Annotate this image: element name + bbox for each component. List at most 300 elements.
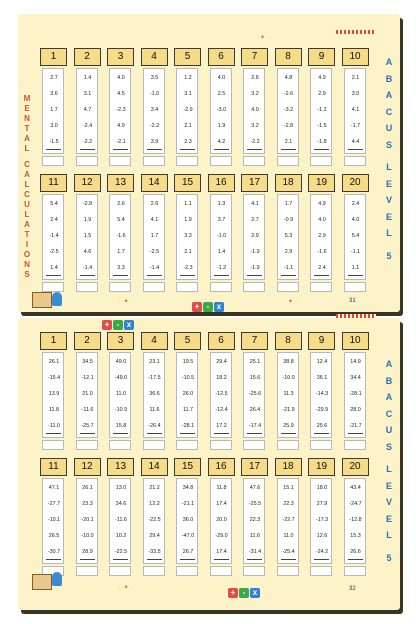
number-strip	[76, 194, 98, 280]
operand-value: 4.0	[318, 217, 326, 223]
operand-value: -1.4	[49, 233, 59, 239]
operand-value: 15.1	[283, 485, 294, 491]
sum-line	[46, 275, 61, 276]
operand-value: -22.5	[148, 517, 161, 523]
operand-value: 1.4	[217, 249, 226, 255]
operand-value: -31.4	[248, 549, 262, 555]
operand-value: -20.1	[81, 517, 94, 523]
side-title-letter: L	[386, 162, 392, 172]
answer-box[interactable]	[76, 156, 98, 166]
side-title-letter: T	[24, 230, 30, 239]
answer-box[interactable]	[344, 566, 366, 576]
sum-line	[147, 149, 162, 150]
sum-line	[214, 149, 229, 150]
side-title-letter: S	[24, 270, 30, 279]
operand-value: 2.4	[318, 265, 326, 271]
question-number: 10	[342, 332, 369, 350]
side-title-letter: L	[386, 530, 392, 540]
decorative-ruler	[336, 30, 376, 34]
answer-box[interactable]	[277, 156, 299, 166]
question-number: 19	[308, 174, 335, 192]
question-row	[40, 48, 374, 176]
decorative-dots: · ✦ ·	[118, 299, 136, 305]
answer-box[interactable]	[143, 440, 165, 450]
operand-value: 27.9	[316, 501, 328, 507]
question-number: 11	[40, 458, 67, 476]
number-strip	[344, 68, 366, 154]
operand-value: 3.0	[50, 123, 58, 129]
answer-box[interactable]	[243, 440, 265, 450]
side-title-right	[378, 356, 400, 566]
operand-value: 1.7	[50, 107, 58, 113]
answer-box[interactable]	[42, 156, 64, 166]
question-number: 1	[40, 332, 67, 350]
question-number: 17	[241, 174, 268, 192]
operand-value: 25.1	[249, 359, 261, 365]
answer-box[interactable]	[277, 440, 299, 450]
side-title-letter: C	[385, 106, 393, 117]
operand-value: -2.1	[116, 139, 126, 145]
answer-box[interactable]	[109, 566, 131, 576]
question-column	[241, 48, 268, 175]
multiply-icon: x	[214, 302, 224, 312]
question-number: 15	[174, 174, 201, 192]
number-strip	[76, 68, 98, 154]
operand-value: -1.5	[49, 139, 59, 145]
worksheet-page-32	[18, 318, 400, 610]
number-strip	[310, 478, 332, 564]
side-title-letter: C	[24, 190, 30, 199]
operand-value: -0.9	[283, 217, 294, 223]
operand-value: 11.7	[182, 407, 194, 413]
operand-value: 11.8	[216, 485, 227, 491]
number-strip	[143, 194, 165, 280]
operand-value: 49.0	[115, 359, 127, 365]
number-strip	[143, 68, 165, 154]
side-title-left	[18, 94, 36, 280]
operand-value: 21.2	[149, 485, 160, 491]
operand-value: 2.6	[117, 201, 125, 207]
question-column	[141, 174, 168, 301]
side-title-letter: V	[385, 497, 392, 507]
question-row	[40, 458, 374, 586]
answer-box[interactable]	[344, 156, 366, 166]
operand-value: -33.5	[148, 549, 161, 555]
question-column	[174, 458, 201, 585]
question-column	[74, 332, 101, 459]
operand-value: 36.1	[316, 375, 328, 381]
plus-icon: +	[102, 320, 112, 330]
operand-value: -17.4	[248, 423, 262, 429]
sum-line	[113, 149, 128, 150]
operand-value: 13.9	[48, 391, 60, 397]
question-column	[275, 174, 302, 301]
operand-value: -1.6	[116, 233, 126, 239]
question-row	[40, 332, 374, 460]
operand-value: -2.4	[82, 123, 93, 129]
operand-value: 17.4	[216, 549, 227, 555]
question-number: 8	[275, 48, 302, 66]
operand-value: -24.7	[349, 501, 362, 507]
side-title-letter: L	[24, 180, 30, 189]
side-title-letter: U	[385, 123, 393, 133]
operand-value: 3.7	[217, 217, 226, 223]
answer-box[interactable]	[277, 566, 299, 576]
answer-box[interactable]	[76, 440, 98, 450]
operand-value: 3.3	[184, 233, 192, 239]
operand-value: 38.8	[283, 359, 294, 365]
plus-icon: +	[228, 588, 238, 598]
decorative-dots: ✦ ·	[288, 299, 300, 305]
operand-value: 26.1	[82, 485, 93, 491]
number-strip	[76, 352, 98, 438]
sum-line	[348, 149, 363, 150]
minus-icon: -	[113, 320, 123, 330]
answer-box[interactable]	[42, 440, 64, 450]
page-number: 31	[349, 298, 356, 304]
operand-value: 1.5	[83, 233, 92, 239]
sum-line	[180, 559, 195, 560]
operand-value: 5.4	[351, 233, 360, 239]
question-number: 1	[40, 48, 67, 66]
answer-box[interactable]	[310, 566, 332, 576]
multiply-icon: x	[124, 320, 134, 330]
sum-line	[314, 433, 329, 434]
side-title-letter: A	[385, 90, 393, 100]
operand-value: 26.6	[350, 549, 361, 555]
question-number: 8	[275, 332, 302, 350]
number-strip	[176, 194, 198, 280]
decorative-dots: ✦ ·	[260, 35, 272, 41]
question-number: 2	[74, 48, 101, 66]
minus-icon: -	[239, 588, 249, 598]
answer-box[interactable]	[176, 282, 198, 292]
question-column	[141, 332, 168, 459]
question-number: 7	[241, 332, 268, 350]
operand-value: 2.1	[184, 249, 192, 255]
question-column	[107, 332, 134, 459]
operand-value: 34.5	[82, 359, 93, 365]
operand-value: -25.4	[282, 549, 295, 555]
sum-line	[147, 433, 162, 434]
sum-line	[113, 559, 128, 560]
operand-value: 2.5	[217, 91, 226, 97]
operand-value: 2.9	[284, 249, 293, 255]
operand-value: -28.1	[181, 423, 195, 429]
operand-value: 1.9	[217, 123, 226, 129]
number-strip	[176, 478, 198, 564]
question-column	[275, 48, 302, 175]
side-title-letter: S	[385, 441, 392, 452]
operand-value: -10.9	[114, 407, 128, 413]
operand-value: 26.1	[48, 359, 60, 365]
question-row	[40, 174, 374, 302]
operand-value: 1.3	[217, 201, 226, 207]
operand-value: -1.0	[216, 233, 227, 239]
operand-value: 22.3	[283, 501, 294, 507]
side-title-letter: L	[386, 464, 392, 474]
answer-box[interactable]	[176, 156, 198, 166]
operand-value: -1.1	[283, 265, 294, 271]
operand-value: -12.4	[215, 407, 228, 413]
side-title-letter: C	[385, 408, 393, 419]
sum-line	[247, 149, 262, 150]
operand-value: 47.1	[48, 485, 60, 491]
side-title-letter: T	[24, 124, 30, 133]
answer-box[interactable]	[243, 566, 265, 576]
operand-value: -25.5	[248, 501, 262, 507]
answer-box[interactable]	[210, 282, 232, 292]
operand-value: 10.2	[115, 533, 127, 539]
operand-value: 1.1	[351, 265, 360, 271]
minus-icon: -	[203, 302, 213, 312]
question-column	[174, 48, 201, 175]
operand-value: 17.4	[216, 501, 227, 507]
side-title-letter: E	[385, 513, 392, 524]
operand-value: 3.2	[251, 123, 259, 129]
operand-value: -28.1	[349, 391, 362, 397]
answer-box[interactable]	[76, 282, 98, 292]
operand-value: 4.0	[351, 217, 360, 223]
operand-value: 11.0	[115, 391, 127, 397]
number-strip	[277, 478, 299, 564]
side-title-letter: N	[24, 260, 30, 269]
operand-value: 4.9	[117, 123, 125, 129]
answer-box[interactable]	[109, 156, 131, 166]
operand-value: 5.3	[284, 233, 293, 239]
answer-box[interactable]	[310, 282, 332, 292]
operand-value: 36.0	[182, 517, 194, 523]
operand-value: -1.4	[82, 265, 93, 271]
operand-value: 4.0	[117, 75, 125, 81]
question-number: 9	[308, 48, 335, 66]
operand-value: 43.4	[350, 485, 361, 491]
answer-box[interactable]	[143, 282, 165, 292]
operand-value: -1.4	[149, 265, 160, 271]
question-column	[342, 48, 369, 175]
operand-value: 1.9	[83, 217, 92, 223]
side-title-letter: A	[385, 392, 393, 402]
operand-value: 3.1	[184, 91, 192, 97]
page-number: 32	[349, 586, 356, 592]
question-column	[107, 174, 134, 301]
operand-value: -10.0	[282, 375, 295, 381]
question-column	[208, 458, 235, 585]
question-column	[308, 174, 335, 301]
question-number: 3	[107, 48, 134, 66]
question-number: 4	[141, 48, 168, 66]
answer-box[interactable]	[310, 156, 332, 166]
sum-line	[180, 275, 195, 276]
sum-line	[147, 275, 162, 276]
operand-value: -2.8	[283, 123, 294, 129]
operand-value: 1.7	[117, 249, 125, 255]
operand-value: -2.2	[149, 123, 160, 129]
number-strip	[42, 352, 64, 438]
question-column	[141, 458, 168, 585]
operand-value: -1.5	[317, 123, 327, 129]
sum-line	[314, 149, 329, 150]
operand-value: 3.6	[50, 91, 58, 97]
question-column	[40, 174, 67, 301]
sum-line	[214, 275, 229, 276]
question-number: 14	[141, 174, 168, 192]
answer-box[interactable]	[344, 440, 366, 450]
answer-box[interactable]	[277, 282, 299, 292]
number-strip	[344, 194, 366, 280]
sum-line	[214, 433, 229, 434]
question-column	[40, 458, 67, 585]
answer-box[interactable]	[243, 156, 265, 166]
operand-value: 18.0	[316, 485, 328, 491]
operand-value: 2.9	[318, 233, 326, 239]
answer-box[interactable]	[42, 282, 64, 292]
sum-line	[180, 433, 195, 434]
question-number: 13	[107, 458, 134, 476]
operand-value: 2.4	[50, 217, 58, 223]
number-strip	[243, 352, 265, 438]
answer-box[interactable]	[210, 566, 232, 576]
operand-value: 3.9	[150, 139, 159, 145]
operand-value: -21.9	[282, 407, 295, 413]
operand-value: 14.9	[350, 359, 361, 365]
question-column	[74, 174, 101, 301]
answer-box[interactable]	[210, 156, 232, 166]
operand-value: 25.6	[316, 423, 328, 429]
question-number: 18	[275, 458, 302, 476]
answer-box[interactable]	[76, 566, 98, 576]
answer-box[interactable]	[143, 566, 165, 576]
question-number: 19	[308, 458, 335, 476]
sum-line	[247, 559, 262, 560]
question-number: 10	[342, 48, 369, 66]
sum-line	[214, 559, 229, 560]
operand-value: 3.3	[117, 265, 125, 271]
question-column	[107, 48, 134, 175]
side-title-letter: A	[385, 359, 393, 369]
operand-value: 15.6	[249, 375, 261, 381]
sum-line	[348, 275, 363, 276]
operand-value: 4.8	[284, 75, 293, 81]
question-number: 3	[107, 332, 134, 350]
operand-value: 4.1	[150, 217, 159, 223]
operand-value: 26.0	[182, 391, 194, 397]
operand-value: 26.7	[182, 549, 194, 555]
question-column	[342, 458, 369, 585]
operand-value: -1.8	[317, 139, 327, 145]
side-title-letter: V	[385, 195, 392, 205]
operand-value: 12.4	[316, 359, 328, 365]
operand-value: -21.7	[349, 423, 362, 429]
answer-box[interactable]	[109, 282, 131, 292]
operand-value: 23.3	[82, 501, 93, 507]
answer-box[interactable]	[310, 440, 332, 450]
operand-value: 22.3	[249, 517, 261, 523]
number-strip	[310, 68, 332, 154]
side-title-letter: N	[24, 114, 30, 123]
side-title-letter: C	[24, 160, 30, 169]
operand-value: 2.1	[351, 75, 360, 81]
side-title-letter: E	[385, 178, 392, 189]
question-number: 13	[107, 174, 134, 192]
operand-value: 29.4	[149, 533, 160, 539]
operand-value: -12.1	[81, 375, 94, 381]
multiply-icon: x	[250, 588, 260, 598]
answer-box[interactable]	[176, 566, 198, 576]
sum-line	[46, 149, 61, 150]
operand-value: 15.8	[115, 423, 127, 429]
answer-box[interactable]	[344, 282, 366, 292]
child-illustration	[52, 572, 62, 586]
question-number: 15	[174, 458, 201, 476]
question-number: 4	[141, 332, 168, 350]
operand-value: 4.0	[251, 107, 259, 113]
math-operators-logo	[102, 314, 136, 329]
operand-value: -2.5	[49, 249, 59, 255]
number-strip	[210, 68, 232, 154]
question-column	[241, 458, 268, 585]
operand-value: -29.9	[315, 407, 329, 413]
side-title-letter: O	[23, 250, 31, 259]
operand-value: -2.2	[250, 139, 260, 145]
operand-value: 3.4	[150, 107, 159, 113]
number-strip	[109, 478, 131, 564]
sum-line	[348, 559, 363, 560]
plus-icon: +	[192, 302, 202, 312]
worksheet-page-31	[18, 14, 400, 312]
operand-value: -1.7	[350, 123, 361, 129]
answer-box[interactable]	[176, 440, 198, 450]
answer-box[interactable]	[210, 440, 232, 450]
question-column	[40, 48, 67, 175]
question-column	[308, 458, 335, 585]
operand-value: 4.2	[217, 139, 226, 145]
operand-value: 24.6	[115, 501, 127, 507]
operand-value: 4.9	[318, 201, 326, 207]
sum-line	[281, 149, 296, 150]
side-title-letter: A	[24, 220, 30, 229]
sum-line	[80, 149, 95, 150]
operand-value: -17.5	[148, 375, 161, 381]
answer-box[interactable]	[143, 156, 165, 166]
number-strip	[176, 352, 198, 438]
number-strip	[210, 352, 232, 438]
operand-value: 34.8	[182, 485, 194, 491]
operand-value: -12.8	[349, 517, 362, 523]
operand-value: -30.7	[47, 549, 61, 555]
operand-value: 4.6	[83, 249, 92, 255]
question-column	[275, 332, 302, 459]
operand-value: 11.8	[48, 407, 60, 413]
side-title-right	[378, 54, 400, 264]
question-column	[241, 332, 268, 459]
answer-box[interactable]	[109, 440, 131, 450]
operand-value: -22.5	[114, 549, 128, 555]
operand-value: 1.2	[184, 75, 192, 81]
question-column	[342, 174, 369, 301]
question-number: 11	[40, 174, 67, 192]
side-title-letter: 5	[386, 250, 392, 261]
operand-value: 1.4	[50, 265, 58, 271]
operand-value: 4.1	[351, 107, 360, 113]
number-strip	[76, 478, 98, 564]
side-title-letter: A	[24, 170, 30, 179]
operand-value: -12.5	[215, 391, 228, 397]
operand-value: 1.7	[284, 201, 293, 207]
operand-value: 3.2	[251, 91, 259, 97]
answer-box[interactable]	[243, 282, 265, 292]
side-title-letter: S	[385, 139, 392, 150]
